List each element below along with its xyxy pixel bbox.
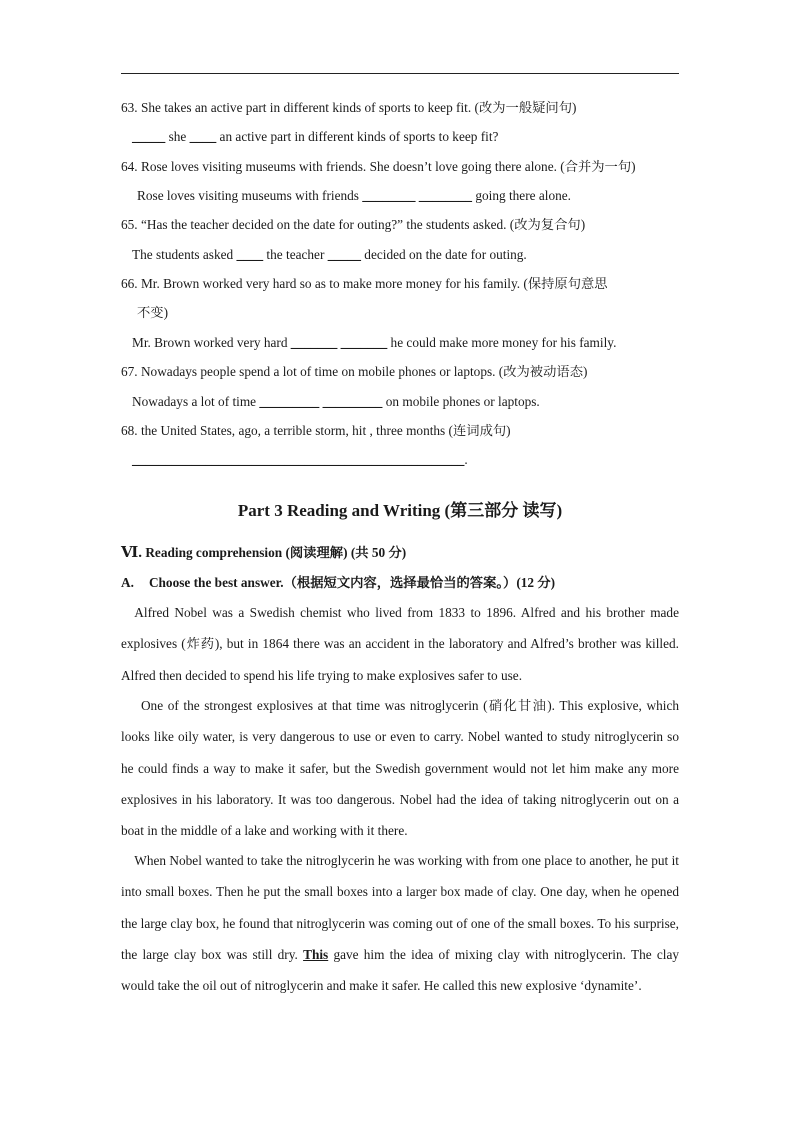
answer-text: Nowadays a lot of time — [132, 394, 260, 409]
answer-text: decided on the date for outing. — [360, 247, 527, 262]
answer-text: The students asked — [132, 247, 237, 262]
section-6-roman: Ⅵ. — [121, 545, 142, 561]
answer-text: she — [165, 129, 190, 144]
header-rule — [121, 73, 679, 74]
question-63: 63. She takes an active part in different kinds of sports to keep fit. (改为一般疑问句) — [121, 100, 577, 115]
answer-blank: _______ — [290, 335, 338, 350]
answer-blank: _______ — [340, 335, 388, 350]
passage-paragraph-3-start: When Nobel wanted to take the nitroglycerin he was working with from one place to another, he put it into small boxes. Then he put the small boxes into a larger box made of clay. One day, when he opened the large clay box, he found that nitroglycerin was coming out of one of the small boxes. To his surprise, the large clay box was still dry. — [121, 853, 679, 962]
passage-paragraph-3 — [121, 845, 679, 1001]
section-6-title: Reading comprehension (阅读理解) (共 50 分) — [142, 545, 407, 560]
answer-text: Mr. Brown worked very hard — [132, 335, 291, 350]
passage-paragraph-2: One of the strongest explosives at that time was nitroglycerin (硝化甘油). This explosive, which looks like oily water, is very dangerous to use or even to carry. Nobel wanted to study nitroglycerin so he could finds a way to make it safer, but the Swedish government would not let him make any more explosives in his laboratory. It was too dangerous. Nobel had the idea of taking nitroglycerin out on a boat in the middle of a lake and working with it there. — [121, 698, 679, 839]
answer-text: Rose loves visiting museums with friends — [137, 188, 363, 203]
answer-text: an active part in different kinds of sports to keep fit? — [216, 129, 499, 144]
question-67: 67. Nowadays people spend a lot of time on mobile phones or laptops. (改为被动语态) — [121, 364, 588, 379]
answer-63 — [132, 128, 498, 146]
answer-blank: ________ — [362, 188, 416, 203]
part3-title: Part 3 Reading and Writing (第三部分 读写) — [237, 501, 563, 520]
question-65: 65. “Has the teacher decided on the date for outing?” the students asked. (改为复合句) — [121, 217, 586, 232]
section-a-heading — [121, 574, 555, 592]
answer-blank: _________ — [259, 394, 320, 409]
passage-paragraph-1: Alfred Nobel was a Swedish chemist who lived from 1833 to 1896. Alfred and his brother made explosives (炸药), but in 1864 there was an accident in the laboratory and Alfred’s brother was killed. Alfred then decided to spend his life trying to make explosives safer to use. — [121, 605, 679, 683]
emphasized-word-this: This — [303, 946, 329, 962]
answer-blank: _____ — [327, 247, 361, 262]
question-68: 68. the United States, ago, a terrible storm, hit , three months (连词成句) — [121, 423, 511, 438]
section-a-title: Choose the best answer.（根据短文内容，选择最恰当的答案。）(12 分) — [148, 575, 556, 590]
answer-text: the teacher — [263, 247, 328, 262]
answer-text: going there alone. — [472, 188, 571, 203]
answer-text: he could make more money for his family. — [387, 335, 617, 350]
answer-blank: ____ — [189, 129, 217, 144]
answer-blank: _________ — [322, 394, 383, 409]
answer-blank: __________________________________________________ — [132, 452, 465, 467]
answer-blank: ________ — [418, 188, 473, 203]
answer-blank: ____ — [236, 247, 264, 262]
answer-text: . — [464, 452, 468, 467]
section-a-label: A. — [121, 575, 134, 590]
answer-66 — [132, 334, 616, 352]
answer-text: on mobile phones or laptops. — [382, 394, 540, 409]
answer-67 — [132, 393, 540, 411]
passage-paragraph-3-end: gave him the idea of mixing clay with nitroglycerin. The clay would take the oil out of nitroglycerin and make it safer. He called this new explosive ‘dynamite’. — [121, 946, 679, 994]
answer-65 — [132, 246, 527, 264]
answer-blank: _____ — [132, 129, 166, 144]
question-66-continued: 不变) — [137, 305, 169, 320]
question-66: 66. Mr. Brown worked very hard so as to make more money for his family. (保持原句意思 — [121, 276, 608, 291]
section-6-heading — [121, 544, 406, 562]
answer-68 — [132, 451, 468, 469]
question-64: 64. Rose loves visiting museums with friends. She doesn’t love going there alone. (合并为一句) — [121, 159, 636, 174]
answer-64 — [137, 187, 571, 205]
